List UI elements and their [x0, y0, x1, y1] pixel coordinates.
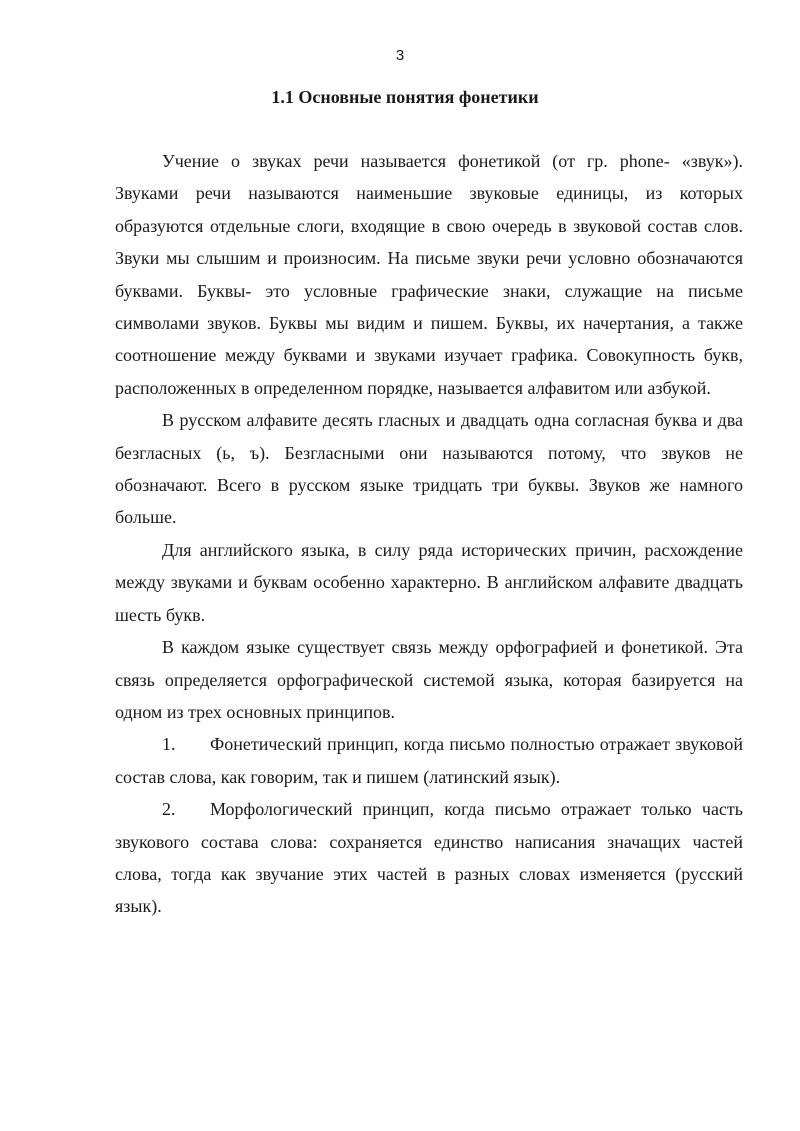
list-item-phonetic-principle [115, 728, 743, 793]
list-item-text: Морфологический принцип, когда письмо отражает только часть звукового состава слова: сохраняется единство написания значащих частей слова, тогда как звучание этих частей в разных словах изменяется (русский язык). [115, 799, 743, 917]
paragraph-phonetics-definition: Учение о звуках речи называется фонетикой (от гр. phone- «звук»). Звуками речи называются наименьшие звуковые единицы, из которых образуются отдельные слоги, входящие в свою очередь в звуковой состав слов. Звуки мы слышим и произносим. На письме звуки речи условно обозначаются буквами. Буквы- это условные графические знаки, служащие на письме символами звуков. Буквы мы видим и пишем. Буквы, их начертания, а также соотношение между буквами и звуками изучает графика. Совокупность букв, расположенных в определенном порядке, называется алфавитом или азбукой. [115, 151, 743, 398]
paragraph-english-alphabet: Для английского языка, в силу ряда исторических причин, расхождение между звуками и буквам особенно характерно. В английском алфавите двадцать шесть букв. [115, 539, 743, 625]
paragraph-russian-alphabet: В русском алфавите десять гласных и двадцать одна согласная буква и два безгласных (ь, ъ). Безгласными они называются потому, что звуков не обозначают. Всего в русском языке тридцать три буквы. Звуков же намного больше. [115, 410, 743, 528]
body-text [115, 145, 743, 923]
list-item-text: Фонетический принцип, когда письмо полностью отражает звуковой состав слова, как говорим, так и пишем (латинский язык). [115, 734, 743, 787]
paragraph-orthography-principles: В каждом языке существует связь между орфографией и фонетикой. Эта связь определяется орфографической системой языка, которая базируется на одном из трех основных принципов. [115, 637, 743, 722]
page-number: 3 [395, 47, 405, 64]
list-item-morphological-principle [115, 793, 743, 923]
list-item-number: 1. [162, 734, 176, 755]
section-heading: 1.1 Основные понятия фонетики [271, 87, 539, 107]
list-item-number: 2. [162, 799, 176, 820]
